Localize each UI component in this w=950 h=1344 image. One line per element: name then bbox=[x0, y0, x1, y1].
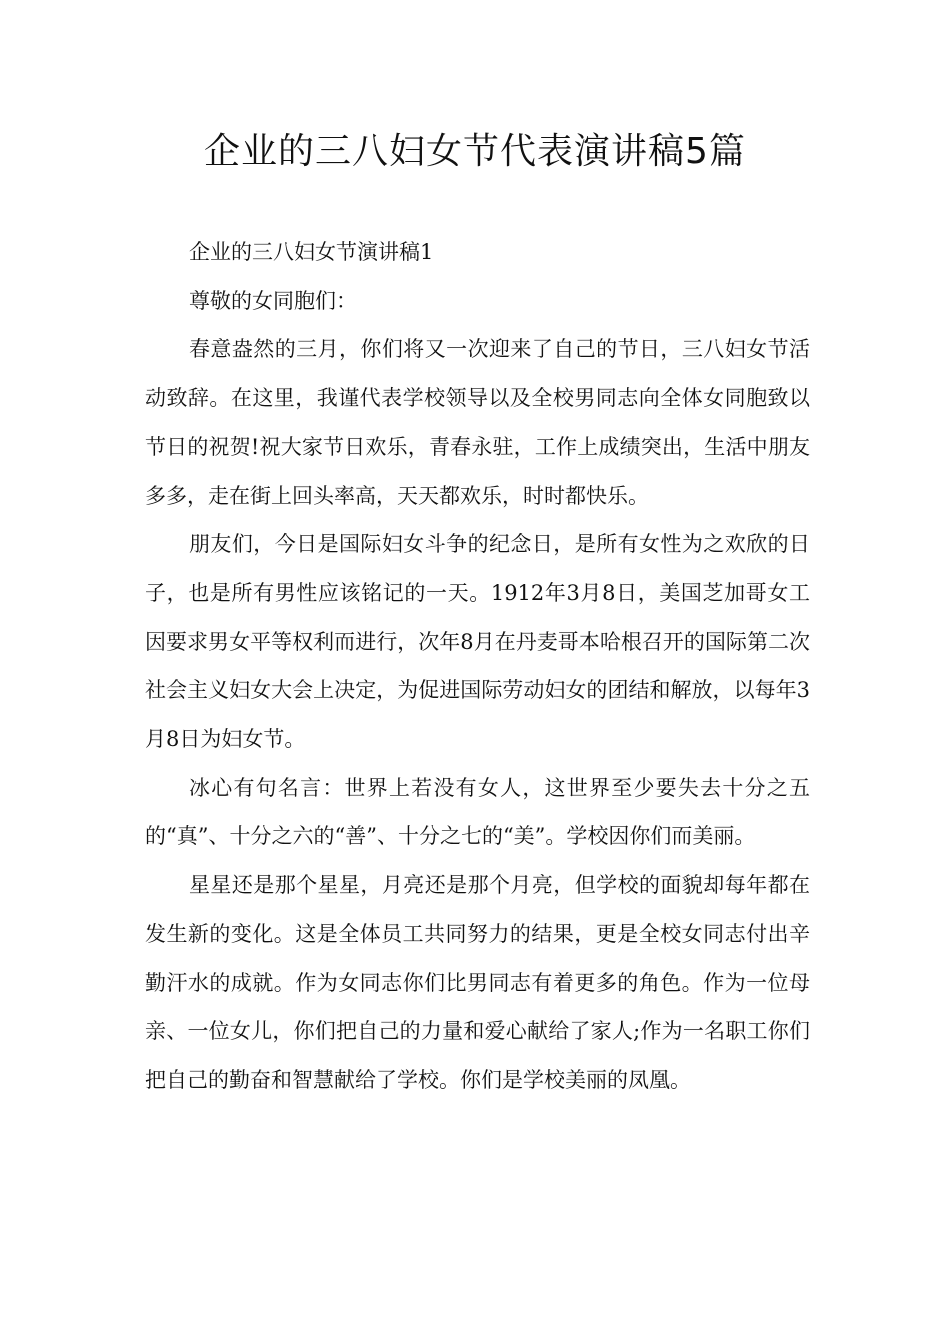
document-body bbox=[145, 228, 810, 1105]
salutation: 尊敬的女同胞们： bbox=[189, 288, 357, 313]
paragraph: 冰心有句名言：世界上若没有女人，这世界至少要失去十分之五的“真”、十分之六的“善”、十分之七的“美”。学校因你们而美丽。 bbox=[145, 775, 810, 849]
paragraph: 朋友们，今日是国际妇女斗争的纪念日，是所有女性为之欢欣的日子，也是所有男性应该铭记的一天。1912年3月8日，美国芝加哥女工因要求男女平等权利而进行，次年8月在丹麦哥本哈根召开的国际第二次社会主义妇女大会上决定，为促进国际劳动妇女的团结和解放，以每年3月8日为妇女节。 bbox=[145, 532, 810, 752]
paragraph: 星星还是那个星星，月亮还是那个月亮，但学校的面貌却每年都在发生新的变化。这是全体员工共同努力的结果，更是全校女同志付出辛勤汗水的成就。作为女同志你们比男同志有着更多的角色。作为一位母亲、一位女儿，你们把自己的力量和爱心献给了家人;作为一名职工你们把自己的勤奋和智慧献给了学校。你们是学校美丽的凤凰。 bbox=[145, 873, 810, 1092]
paragraph: 春意盎然的三月，你们将又一次迎来了自己的节日，三八妇女节活动致辞。在这里，我谨代表学校领导以及全校男同志向全体女同胞致以节日的祝贺!祝大家节日欢乐，青春永驻，工作上成绩突出，生活中朋友多多，走在街上回头率高，天天都欢乐，时时都快乐。 bbox=[145, 337, 810, 508]
section-heading: 企业的三八妇女节演讲稿1 bbox=[189, 240, 434, 264]
document-title: 企业的三八妇女节代表演讲稿5篇 bbox=[204, 131, 746, 172]
